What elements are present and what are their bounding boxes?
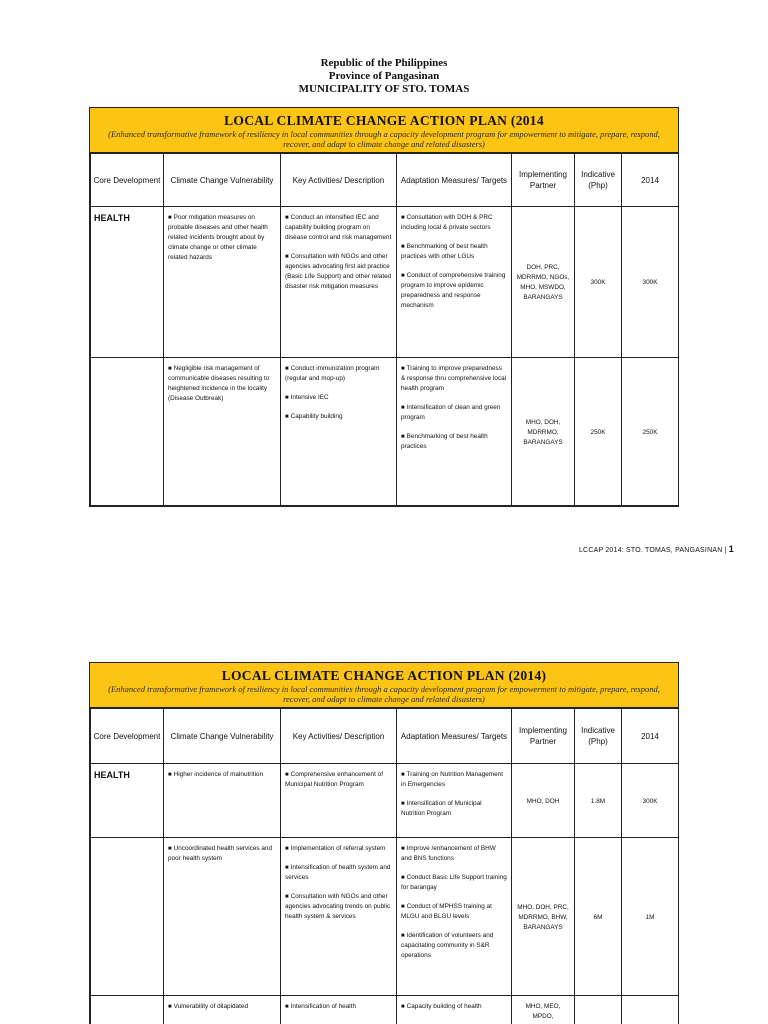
plan-title: LOCAL CLIMATE CHANGE ACTION PLAN (2014 — [224, 113, 544, 128]
vulnerability-cell — [164, 838, 281, 996]
col-adaptation: Adaptation Measures/ Targets — [397, 154, 512, 207]
header-row — [91, 709, 679, 764]
plan-subtitle: (Enhanced transformative framework of resiliency in local communities through a capacity development program for empowerment to mitigate, prepare, respond, recover, and adapt to climate change and related disasters) — [108, 129, 660, 149]
partner-cell: DOH, PRC, MDRRMO, NGOs, MHO, MSWDO, BARANGAYS — [512, 207, 575, 358]
adaptation-cell — [397, 358, 512, 506]
bullet-item: ■ Improve /enhancement of BHW and BNS functions — [401, 844, 507, 864]
year-cell: 1M — [622, 838, 679, 996]
document-header — [0, 57, 768, 96]
bullet-item: ■ Conduct immunization program (regular and mop-up) — [285, 364, 392, 384]
bullet-item: ■ Benchmarking of best health practices — [401, 432, 507, 452]
action-plan-table-1 — [89, 107, 679, 507]
header-row — [91, 154, 679, 207]
bullet-item: ■ Higher incidence of malnutrition — [168, 770, 276, 780]
adaptation-cell — [397, 207, 512, 358]
bullet-item: ■ Comprehensive enhancement of Municipal Nutrition Program — [285, 770, 392, 790]
partner-cell: MHO, DOH — [512, 764, 575, 838]
indicative-cell: 6M — [575, 838, 622, 996]
year-cell: 250K — [622, 358, 679, 506]
indicative-cell: 250K — [575, 358, 622, 506]
vulnerability-cell — [164, 996, 281, 1024]
core-cell: HEALTH — [91, 764, 164, 838]
bullet-item: ■ Implementation of referral system — [285, 844, 392, 854]
plan-table — [90, 708, 679, 1024]
core-cell — [91, 358, 164, 506]
core-cell — [91, 996, 164, 1024]
adaptation-cell — [397, 764, 512, 838]
table-row — [91, 358, 679, 506]
col-vulnerability: Climate Change Vulnerability — [164, 154, 281, 207]
plan-title: LOCAL CLIMATE CHANGE ACTION PLAN (2014) — [221, 668, 547, 683]
partner-cell: MHO, DOH, PRC, MDRRMO, BHW, BARANGAYS — [512, 838, 575, 996]
bullet-item: ■ Intensification of clean and green program — [401, 403, 507, 423]
bullet-item: ■ Benchmarking of best health practices with other LGUs — [401, 242, 507, 262]
bullet-item: ■ Consultation with NGOs and other agencies advocating first aid practice (Basic Life Support) and other related disaster risk mitigation measures — [285, 252, 392, 292]
col-key-activities: Key Activities/ Description — [281, 154, 397, 207]
bullet-item: ■ Intensification of health system and services — [285, 863, 392, 883]
bullet-item: ■ Poor mitigation measures on probable diseases and other health related incidents brought about by climate change or other climate related hazards — [168, 213, 276, 263]
table-row — [91, 207, 679, 358]
indicative-cell — [575, 996, 622, 1024]
action-plan-table-2 — [89, 662, 679, 1024]
activities-cell — [281, 838, 397, 996]
bullet-item: ■ Identification of volunteers and capacitating community in S&R operations — [401, 931, 507, 961]
bullet-item: ■ Training on Nutrition Management in Emergencies — [401, 770, 507, 790]
indicative-cell: 300K — [575, 207, 622, 358]
header-republic: Republic of the Philippines — [320, 57, 448, 69]
vulnerability-cell — [164, 764, 281, 838]
year-cell: 300K — [622, 207, 679, 358]
bullet-item: ■ Consultation with NGOs and other agencies advocating trends on public health system & services — [285, 892, 392, 922]
bullet-item: ■ Conduct of MPHSS training at MLGU and BLGU levels — [401, 902, 507, 922]
col-implementing-partner: Implementing Partner — [512, 154, 575, 207]
header-province: Province of Pangasinan — [328, 70, 440, 82]
activities-cell — [281, 358, 397, 506]
partner-cell: MHO, DOH, MDRRMO, BARANGAYS — [512, 358, 575, 506]
activities-cell — [281, 207, 397, 358]
plan-title-band — [90, 663, 678, 708]
core-cell: HEALTH — [91, 207, 164, 358]
year-cell: 300K — [622, 764, 679, 838]
col-implementing-partner: Implementing Partner — [512, 709, 575, 764]
table-row — [91, 764, 679, 838]
table-row — [91, 996, 679, 1024]
col-year: 2014 — [622, 709, 679, 764]
bullet-item: ■ Negligible risk management of communicable diseases resulting to heightened incidence in the locality (Disease Outbreak) — [168, 364, 276, 404]
page-number: 1 — [728, 544, 734, 554]
bullet-item: ■ Conduct of comprehensive training program to improve epidemic preparedness and response mechanism — [401, 271, 507, 311]
bullet-item: ■ Conduct Basic Life Support training for barangay — [401, 873, 507, 893]
plan-subtitle: (Enhanced transformative framework of resiliency in local communities through a capacity development program for empowerment to mitigate, prepare, respond, recover, and adapt to climate change and related disasters) — [108, 684, 660, 704]
col-vulnerability: Climate Change Vulnerability — [164, 709, 281, 764]
bullet-item: ■ Capability building — [285, 412, 392, 422]
table-row — [91, 838, 679, 996]
footer-text: LCCAP 2014: STO. TOMAS, PANGASINAN | — [578, 547, 727, 554]
bullet-item: ■ Capacity building of health — [401, 1002, 507, 1012]
bullet-item: ■ Consultation with DOH & PRC including local & private sectors — [401, 213, 507, 233]
adaptation-cell — [397, 838, 512, 996]
activities-cell — [281, 996, 397, 1024]
page-footer — [579, 544, 734, 554]
bullet-item: ■ Uncoordinated health services and poor health system — [168, 844, 276, 864]
partner-cell: MHO, MEO, MPDO, — [512, 996, 575, 1024]
col-key-activities: Key Activities/ Description — [281, 709, 397, 764]
adaptation-cell — [397, 996, 512, 1024]
bullet-item: ■ Conduct an intensified IEC and capability building program on disease control and risk management — [285, 213, 392, 243]
core-cell — [91, 838, 164, 996]
col-indicative: Indicative (Php) — [575, 709, 622, 764]
year-cell — [622, 996, 679, 1024]
bullet-item: ■ Intensification of health — [285, 1002, 392, 1012]
bullet-item: ■ Intensification of Municipal Nutrition Program — [401, 799, 507, 819]
col-core-development: Core Development — [91, 154, 164, 207]
col-indicative: Indicative (Php) — [575, 154, 622, 207]
col-year: 2014 — [622, 154, 679, 207]
indicative-cell: 1.8M — [575, 764, 622, 838]
plan-table — [90, 153, 679, 506]
activities-cell — [281, 764, 397, 838]
col-core-development: Core Development — [91, 709, 164, 764]
col-adaptation: Adaptation Measures/ Targets — [397, 709, 512, 764]
bullet-item: ■ Training to improve preparedness & response thru comprehensive local health program — [401, 364, 507, 394]
bullet-item: ■ Vulnerability of dilapidated — [168, 1002, 276, 1012]
vulnerability-cell — [164, 207, 281, 358]
bullet-item: ■ Intensive IEC — [285, 393, 392, 403]
header-municipality: MUNICIPALITY OF STO. TOMAS — [298, 83, 470, 95]
plan-title-band — [90, 108, 678, 153]
vulnerability-cell — [164, 358, 281, 506]
